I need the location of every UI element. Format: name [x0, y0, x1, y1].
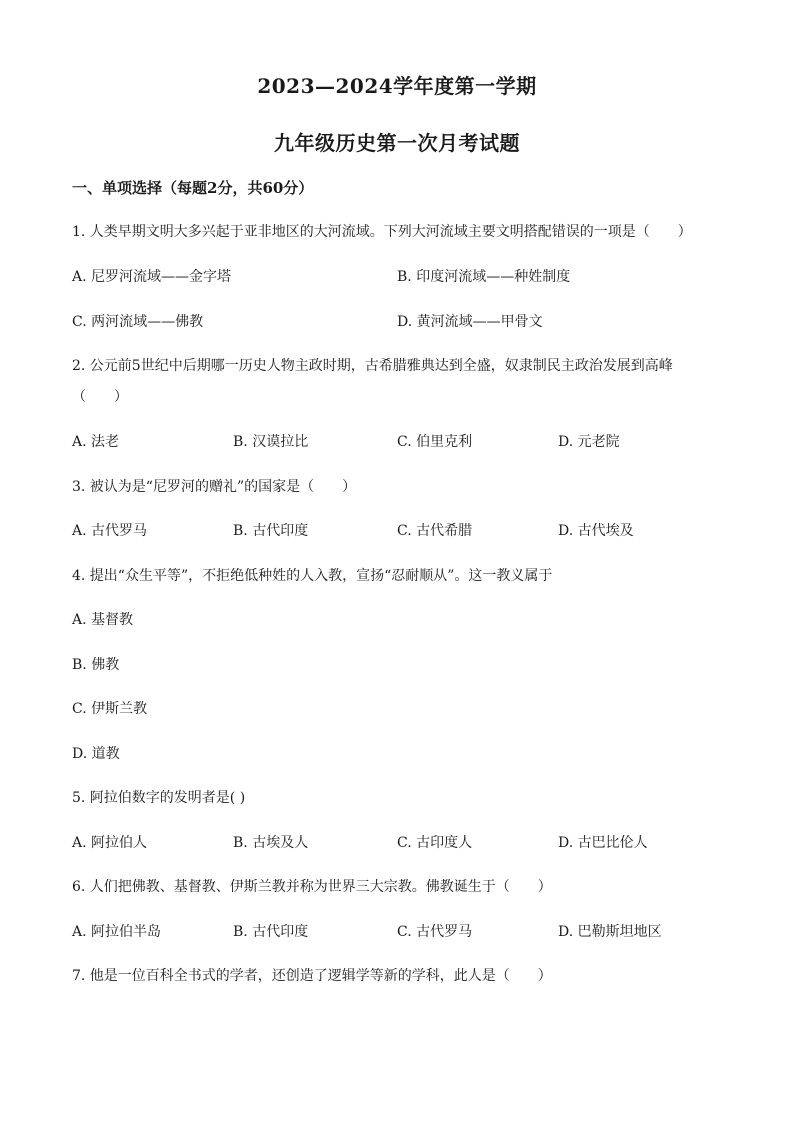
question-3-option-a: A. 古代罗马: [72, 523, 148, 539]
question-6-option-b: B. 古代印度: [233, 924, 309, 940]
question-3-option-c: C. 古代希腊: [397, 523, 473, 539]
question-4-option-c: C. 伊斯兰教: [72, 701, 148, 717]
question-5-stem: 5. 阿拉伯数字的发明者是( ): [72, 790, 246, 806]
question-4-option-d: D. 道教: [72, 746, 120, 762]
question-1-option-b: B. 印度河流域——种姓制度: [397, 269, 571, 285]
question-4-option-a: A. 基督教: [72, 612, 134, 628]
question-6-option-c: C. 古代罗马: [397, 924, 473, 940]
question-5-option-d: D. 古巴比伦人: [558, 835, 648, 851]
question-4-option-b: B. 佛教: [72, 657, 120, 673]
question-2-option-c: C. 伯里克利: [397, 434, 473, 450]
question-1-option-d: D. 黄河流域——甲骨文: [397, 314, 543, 330]
exam-title-line1: 2023—2024学年度第一学期: [257, 74, 537, 98]
question-7-stem: 7. 他是一位百科全书式的学者，还创造了逻辑学等新的学科，此人是（ ）: [72, 968, 552, 984]
question-3-stem: 3. 被认为是“尼罗河的赠礼”的国家是（ ）: [72, 479, 357, 495]
question-2-option-d: D. 元老院: [558, 434, 620, 450]
question-2-option-a: A. 法老: [72, 434, 120, 450]
question-6-stem: 6. 人们把佛教、基督教、伊斯兰教并称为世界三大宗教。佛教诞生于（ ）: [72, 879, 552, 895]
question-1-option-a: A. 尼罗河流域——金字塔: [72, 269, 232, 285]
question-6-option-a: A. 阿拉伯半岛: [72, 924, 162, 940]
question-4-stem: 4. 提出“众生平等”，不拒绝低种姓的人入教，宣扬“忍耐顺从”。这一教义属于: [72, 568, 553, 584]
question-5-option-c: C. 古印度人: [397, 835, 473, 851]
exam-title-line2: 九年级历史第一次月考试题: [274, 131, 520, 155]
question-6-option-d: D. 巴勒斯坦地区: [558, 924, 662, 940]
question-5-option-b: B. 古埃及人: [233, 835, 309, 851]
question-2-option-b: B. 汉谟拉比: [233, 434, 309, 450]
question-1-stem: 1. 人类早期文明大多兴起于亚非地区的大河流域。下列大河流域主要文明搭配错误的一项是（ ）: [72, 224, 692, 240]
question-2-stem-continued: （ ）: [72, 389, 128, 405]
question-2-stem: 2. 公元前5世纪中后期哪一历史人物主政时期，古希腊雅典达到全盛，奴隶制民主政治发展到高峰: [72, 358, 673, 374]
question-1-option-c: C. 两河流域——佛教: [72, 314, 204, 330]
question-3-option-d: D. 古代埃及: [558, 523, 634, 539]
question-5-option-a: A. 阿拉伯人: [72, 835, 148, 851]
question-3-option-b: B. 古代印度: [233, 523, 309, 539]
section-heading: 一、单项选择（每题2分，共60分）: [72, 179, 314, 197]
